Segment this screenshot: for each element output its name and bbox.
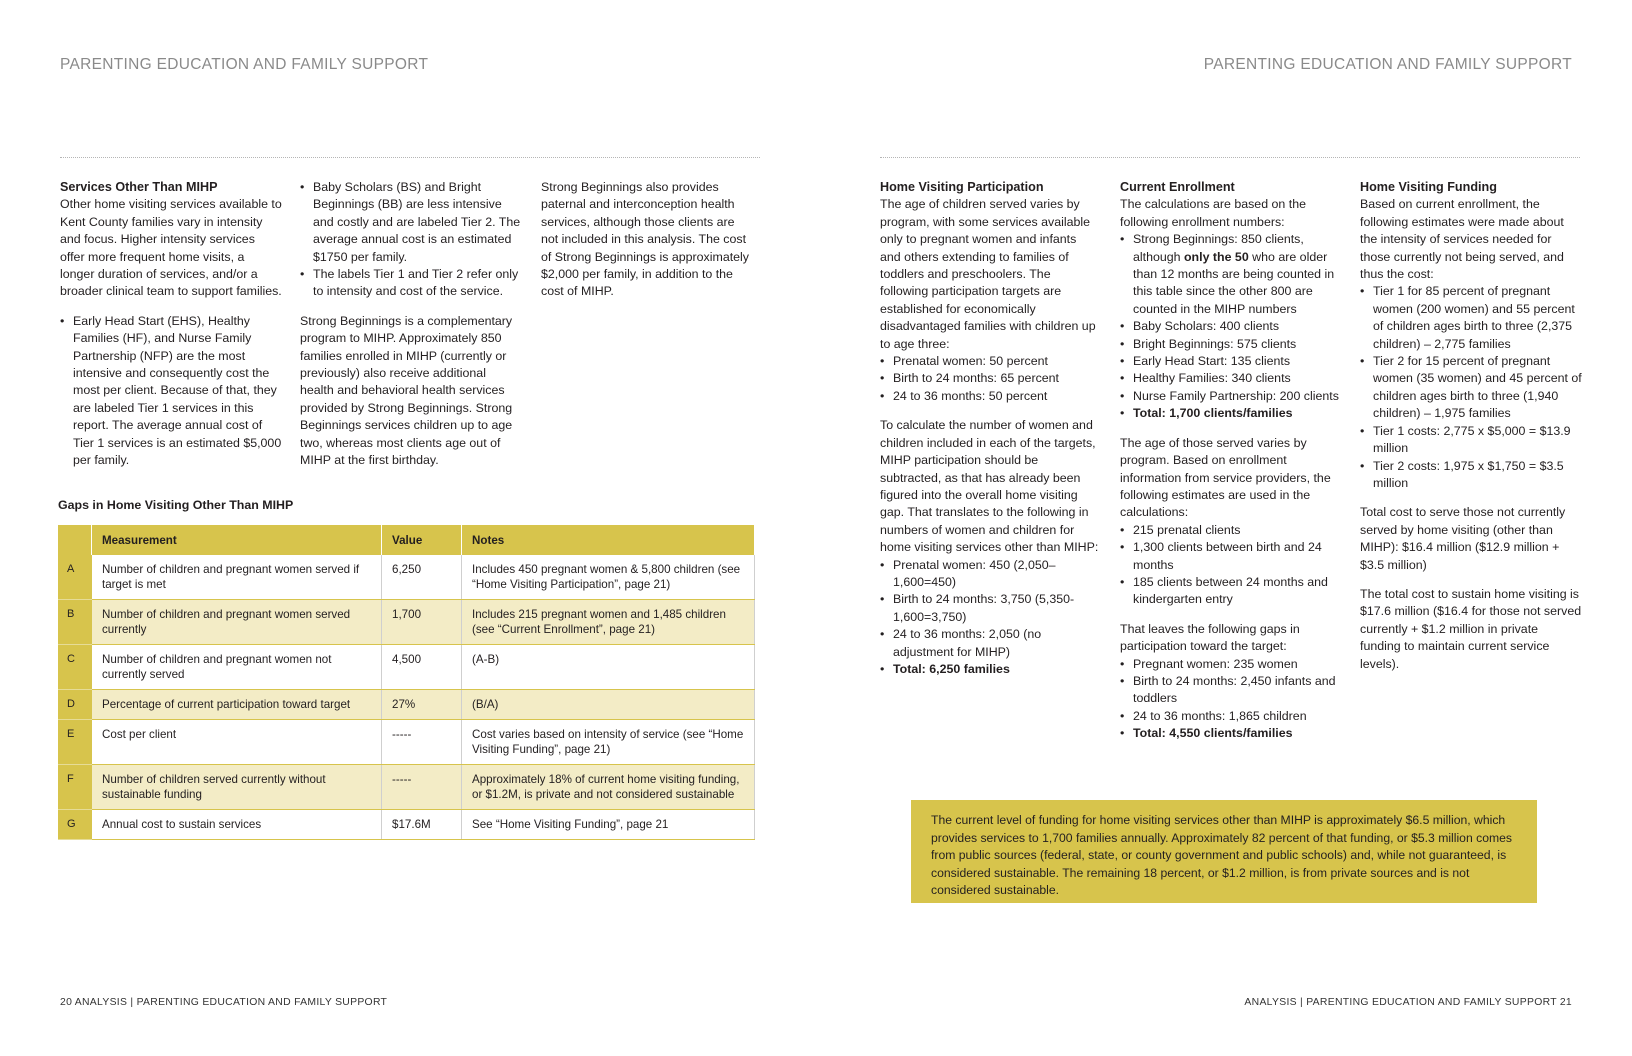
row-letter: B <box>58 600 92 645</box>
list-item: • Baby Scholars: 400 clients <box>1120 318 1342 335</box>
table-row <box>58 720 755 765</box>
list-item: • Baby Scholars (BS) and Bright Beginnings (BB) are less intensive and costly and are labeled Tier 2. The average annual cost is an estimated $1750 per family. <box>300 179 522 266</box>
measurement-cell: Number of children and pregnant women served currently <box>92 600 382 645</box>
paragraph: Total cost to serve those not currently served by home visiting (other than MIHP): $16.4 million ($12.9 million + $3.5 million) <box>1360 505 1566 572</box>
value-cell: ----- <box>382 720 462 765</box>
running-header-left: PARENTING EDUCATION AND FAMILY SUPPORT <box>60 56 429 73</box>
value-cell: 6,250 <box>382 555 462 600</box>
list-item: • Prenatal women: 50 percent <box>880 353 1100 370</box>
value-cell: 27% <box>382 690 462 720</box>
paragraph: That leaves the following gaps in participation toward the target: <box>1120 621 1300 654</box>
footer-right: ANALYSIS | PARENTING EDUCATION AND FAMILY SUPPORT 21 <box>1244 997 1572 1008</box>
list-item: • 185 clients between 24 months and kindergarten entry <box>1120 574 1342 609</box>
notes-cell: Includes 215 pregnant women and 1,485 children (see “Current Enrollment”, page 21) <box>462 600 755 645</box>
table-header-row <box>58 525 755 555</box>
list-item-total <box>1120 405 1342 422</box>
row-letter: C <box>58 645 92 690</box>
list-item: • 215 prenatal clients <box>1120 522 1342 539</box>
list-item: • 1,300 clients between birth and 24 months <box>1120 539 1342 574</box>
measurement-cell: Percentage of current participation toward target <box>92 690 382 720</box>
row-letter: F <box>58 765 92 810</box>
bullet-list <box>880 557 1100 679</box>
divider-right <box>880 157 1580 158</box>
column-home-visiting-participation <box>880 179 1100 678</box>
funding-callout: The current level of funding for home visiting services other than MIHP is approximately $6.5 million, which provides services to 1,700 families annually. Approximately 82 percent of that funding, or $5.3 million comes from public sources (federal, state, or county government and public schools) and, while not guaranteed, is considered sustainable. The remaining 18 percent, or $1.2 million, is from private sources and is not considered sustainable. <box>911 800 1537 903</box>
notes-cell: See “Home Visiting Funding”, page 21 <box>462 810 755 840</box>
list-item: • 24 to 36 months: 2,050 (no adjustment for MIHP) <box>880 626 1100 661</box>
divider-left <box>60 157 760 158</box>
total-text: Total: 4,550 clients/families <box>1133 726 1293 741</box>
list-item: • Early Head Start (EHS), Healthy Families (HF), and Nurse Family Partnership (NFP) are the most intensive and consequently cost the most per client. Because of that, they are labeled Tier 1 services in this report. The average annual cost of Tier 1 services is an estimated $5,000 per family. <box>60 313 282 470</box>
total-text: Total: 6,250 families <box>893 661 1010 676</box>
value-cell: 1,700 <box>382 600 462 645</box>
notes-cell: Cost varies based on intensity of service (see “Home Visiting Funding”, page 21) <box>462 720 755 765</box>
list-item: • Prenatal women: 450 (2,050–1,600=450) <box>880 557 1100 592</box>
paragraph: Other home visiting services available to Kent County families vary in intensity and focus. Higher intensity services offer more frequent home visits, a longer duration of services, and/or a broader clinical team to support families. <box>60 197 282 299</box>
list-item: • Bright Beginnings: 575 clients <box>1120 336 1342 353</box>
table-row <box>58 600 755 645</box>
bullet-list <box>880 353 1100 405</box>
notes-cell: (B/A) <box>462 690 755 720</box>
bullet-list <box>1120 656 1342 743</box>
list-item: • Birth to 24 months: 65 percent <box>880 370 1100 387</box>
notes-cell: Includes 450 pregnant women & 5,800 children (see “Home Visiting Participation”, page 21) <box>462 555 755 600</box>
emphasis: only the 50 <box>1183 249 1249 264</box>
row-letter: A <box>58 555 92 600</box>
running-header-right: PARENTING EDUCATION AND FAMILY SUPPORT <box>1203 56 1572 73</box>
section-title: Current Enrollment <box>1120 180 1235 194</box>
list-item: • Tier 2 costs: 1,975 x $1,750 = $3.5 million <box>1360 458 1582 493</box>
column-tier-labels <box>300 179 522 470</box>
list-item: • Tier 1 for 85 percent of pregnant women (200 women) and 55 percent of children ages birth to three (2,375 children) – 2,775 families <box>1360 283 1582 353</box>
table-row <box>58 555 755 600</box>
column-current-enrollment <box>1120 179 1342 743</box>
value-cell: $17.6M <box>382 810 462 840</box>
column-header: Value <box>382 525 462 555</box>
total-text: Total: 1,700 clients/families <box>1133 406 1293 421</box>
list-item: • 24 to 36 months: 50 percent <box>880 388 1100 405</box>
value-cell: ----- <box>382 765 462 810</box>
column-header: Notes <box>462 525 755 555</box>
text-segment: Strong Beginnings: 850 clients, although <box>1133 232 1304 264</box>
paragraph: The age of children served varies by program, with some services available only to pregnant women and infants and others extending to families of toddlers and preschoolers. The following participation targets are established for economically disadvantaged families with children up to age three: <box>880 197 1096 351</box>
paragraph: Strong Beginnings is a complementary program to MIHP. Approximately 850 families enrolled in MIHP (currently or previously) also receive additional health and behavioral health services provided by Strong Beginnings. Strong Beginnings services children up to age two, whereas most clients age out of MIHP at the first birthday. <box>300 313 513 468</box>
list-item-total <box>1120 725 1342 742</box>
row-letter: E <box>58 720 92 765</box>
notes-cell: (A-B) <box>462 645 755 690</box>
measurement-cell: Cost per client <box>92 720 382 765</box>
list-item: • The labels Tier 1 and Tier 2 refer only to intensity and cost of the service. <box>300 266 522 301</box>
section-title: Home Visiting Participation <box>880 180 1044 194</box>
paragraph: The calculations are based on the following enrollment numbers: <box>1120 197 1306 229</box>
measurement-cell: Number of children served currently without sustainable funding <box>92 765 382 810</box>
paragraph: The total cost to sustain home visiting is $17.6 million ($16.4 for those not served currently + $1.2 million in private funding to maintain current service levels). <box>1360 586 1582 671</box>
column-header: Measurement <box>92 525 382 555</box>
list-item: • Tier 2 for 15 percent of pregnant women (35 women) and 45 percent of children ages birth to three (1,940 children) – 1,975 families <box>1360 353 1582 423</box>
list-item: • Nurse Family Partnership: 200 clients <box>1120 388 1342 405</box>
list-item: • Birth to 24 months: 3,750 (5,350-1,600=3,750) <box>880 591 1100 626</box>
measurement-cell: Number of children and pregnant women not currently served <box>92 645 382 690</box>
bullet-list <box>1120 522 1342 609</box>
footer-left: 20 ANALYSIS | PARENTING EDUCATION AND FAMILY SUPPORT <box>60 997 388 1008</box>
table-row <box>58 765 755 810</box>
row-letter: D <box>58 690 92 720</box>
column-services-other <box>60 179 282 470</box>
bullet-list <box>1120 231 1342 422</box>
list-item: • Tier 1 costs: 2,775 x $5,000 = $13.9 million <box>1360 423 1582 458</box>
table-row <box>58 810 755 840</box>
measurement-cell: Number of children and pregnant women served if target is met <box>92 555 382 600</box>
paragraph: Strong Beginnings also provides paternal and interconception health services, although those clients are not included in this analysis. The cost of Strong Beginnings is approximately $2,000 per family, in addition to the cost of MIHP. <box>541 180 750 299</box>
paragraph: The age of those served varies by program. Based on enrollment information from service providers, the following estimates are used in the calculations: <box>1120 435 1331 520</box>
column-home-visiting-funding <box>1360 179 1582 673</box>
section-title: Services Other Than MIHP <box>60 180 218 194</box>
list-item: • Pregnant women: 235 women <box>1120 656 1342 673</box>
list-item: • 24 to 36 months: 1,865 children <box>1120 708 1342 725</box>
row-letter: G <box>58 810 92 840</box>
table-caption: Gaps in Home Visiting Other Than MIHP <box>58 498 294 512</box>
list-item: • Healthy Families: 340 clients <box>1120 370 1342 387</box>
bullet-list <box>1360 283 1582 492</box>
table-row <box>58 690 755 720</box>
column-strong-beginnings <box>541 179 755 301</box>
list-item <box>1120 231 1342 318</box>
text-segment: who are older than 12 months are being counted in this table since the other 800 are counted in the MIHP numbers <box>1133 249 1335 316</box>
bullet-list <box>300 179 522 301</box>
list-item: • Early Head Start: 135 clients <box>1120 353 1342 370</box>
list-item: • Birth to 24 months: 2,450 infants and toddlers <box>1120 673 1342 708</box>
paragraph: To calculate the number of women and children included in each of the targets, MIHP participation should be subtracted, as that has already been figured into the overall home visiting gap. That translates to the following in numbers of women and children for home visiting services other than MIHP: <box>880 418 1099 555</box>
bullet-list <box>60 313 282 470</box>
section-title: Home Visiting Funding <box>1360 180 1497 194</box>
gaps-table <box>58 525 755 840</box>
paragraph: Based on current enrollment, the following estimates were made about the intensity of services needed for those currently not being served, and thus the cost: <box>1360 197 1564 282</box>
notes-cell: Approximately 18% of current home visiting funding, or $1.2M, is private and not considered sustainable <box>462 765 755 810</box>
list-item-total <box>880 661 1100 678</box>
table-row <box>58 645 755 690</box>
value-cell: 4,500 <box>382 645 462 690</box>
measurement-cell: Annual cost to sustain services <box>92 810 382 840</box>
